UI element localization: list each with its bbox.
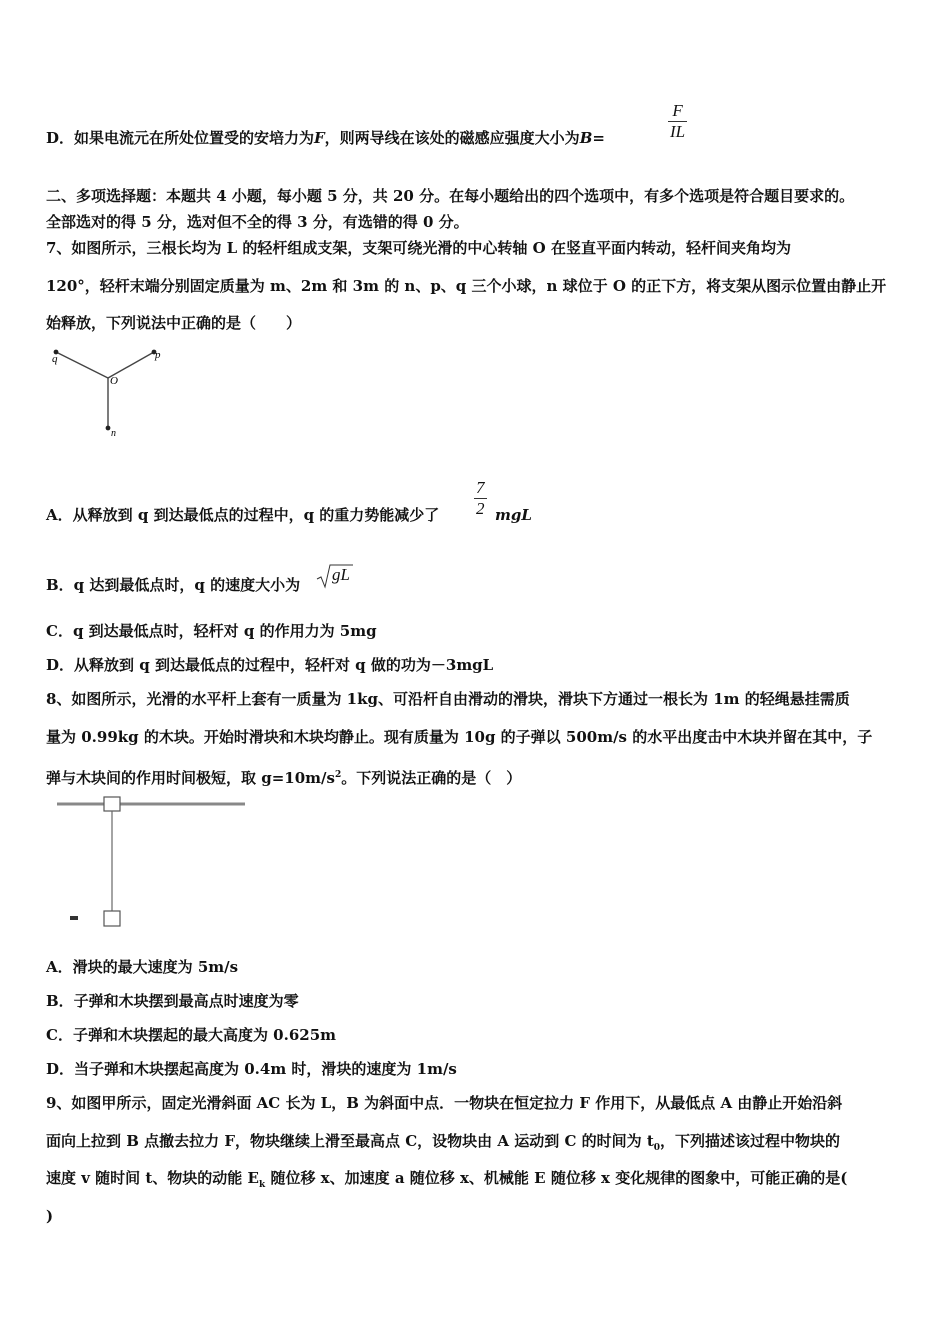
q7-stem-line1: 7、如图所示，三根长均为 L 的轻杆组成支架，支架可绕光滑的中心转轴 O 在竖直平面内转动，轻杆间夹角均为	[46, 239, 791, 257]
q7-bracket-figure	[46, 340, 176, 440]
label-q: q	[52, 353, 58, 365]
q7-option-b: B．q 达到最低点时，q 的速度大小为	[46, 576, 301, 594]
q8-slider-pendulum-figure	[55, 790, 250, 935]
label-o: O	[110, 375, 118, 387]
fraction-f-over-il: F IL	[670, 101, 686, 141]
q8-option-c: C．子弹和木块摆起的最大高度为 0.625m	[46, 1026, 337, 1044]
section-heading-line2: 全部选对的得 5 分，选对但不全的得 3 分，有选错的得 0 分。	[46, 213, 469, 231]
fraction-seven-halves: 7 2	[476, 478, 485, 518]
q8-stem-line2: 量为 0.99kg 的木块。开始时滑块和木块均静止。现有质量为 10g 的子弹以 500m/s 的水平出度击中木块并留在其中，子	[46, 728, 873, 746]
q7-stem-line3: 始释放，下列说法中正确的是（ ）	[46, 314, 302, 332]
sqrt-gl: gL	[332, 565, 350, 584]
label-n: n	[111, 428, 116, 439]
q9-stem-line2: 面向上拉到 B 点撤去拉力 F，物块继续上滑至最高点 C，设物块由 A 运动到 C 的时间为 $t_0$，下列描述该过程中物块的	[46, 1132, 841, 1153]
q8-option-a: A．滑块的最大速度为 5m/s	[46, 958, 239, 976]
q8-stem-line3: 弹与木块间的作用时间极短，取 $g=10m/s^2$。下列说法正确的是（ ）	[46, 769, 522, 787]
q9-stem-line3: 速度 v 随时间 t、物块的动能 $E_k$ 随位移 x、加速度 a 随位移 x、机械能 E 随位移 x 变化规律的图象中，可能正确的是(	[46, 1169, 848, 1190]
section-heading-line1: 二、多项选择题：本题共 4 小题，每小题 5 分，共 20 分。在每小题给出的四个选项中，有多个选项是符合题目要求的。	[46, 187, 855, 205]
q8-stem-line1: 8、如图所示，光滑的水平杆上套有一质量为 1kg、可沿杆自由滑动的滑块，滑块下方通过一根长为 1m 的轻绳悬挂需质	[46, 690, 850, 708]
q9-stem-line4: )	[46, 1207, 54, 1225]
q8-option-b: B．子弹和木块摆到最高点时速度为零	[46, 992, 299, 1010]
q7-option-c: C．q 到达最低点时，轻杆对 q 的作用力为 5mg	[46, 622, 377, 640]
label-p: p	[155, 349, 161, 361]
q6-option-d: D．如果电流元在所处位置受的安培力为F，则两导线在该处的磁感应强度大小为B=	[46, 129, 605, 147]
q7-stem-line2: 120°，轻杆末端分别固定质量为 m、2m 和 3m 的 n、p、q 三个小球，n 球位于 O 的正下方，将支架从图示位置由静止开	[46, 277, 887, 295]
q8-option-d: D．当子弹和木块摆起高度为 0.4m 时，滑块的速度为 1m/s	[46, 1060, 457, 1078]
q7-option-d: D．从释放到 q 到达最低点的过程中，轻杆对 q 做的功为－3mgL	[46, 656, 494, 674]
q7-option-a: A．从释放到 q 到达最低点的过程中，q 的重力势能减少了	[46, 506, 440, 524]
q9-stem-line1: 9、如图甲所示，固定光滑斜面 AC 长为 L，B 为斜面中点．一物块在恒定拉力 F 作用下，从最低点 A 由静止开始沿斜	[46, 1094, 843, 1112]
q7-option-a-tail: mgL	[495, 506, 532, 524]
